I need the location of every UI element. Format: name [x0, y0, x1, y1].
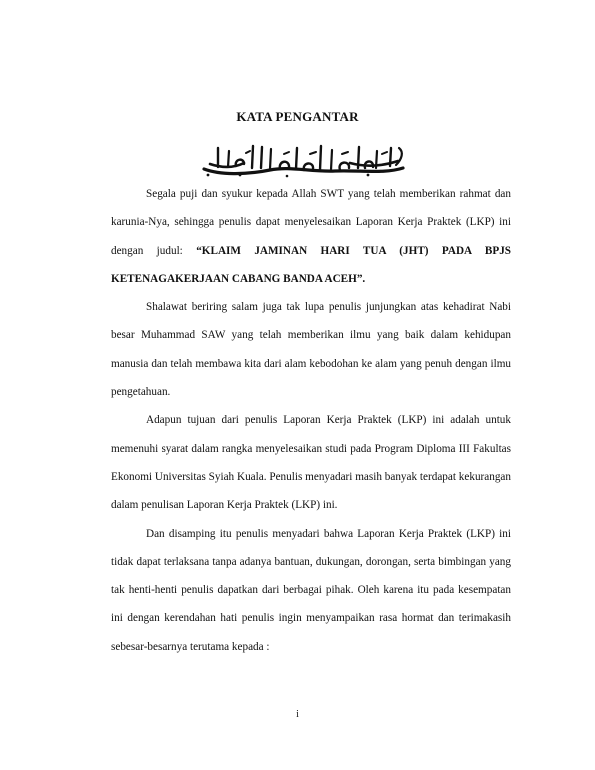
paragraph-opening — [111, 180, 511, 293]
foreword-body — [111, 180, 511, 661]
paragraph-acknowledgement: Dan disamping itu penulis menyadari bahwa Laporan Kerja Praktek (LKP) ini tidak dapat terlaksana tanpa adanya bantuan, dukungan, dorongan, serta bimbingan yang tak henti-henti penulis dapatkan dari berbagai pihak. Oleh karena itu pada kesempatan ini dengan kerendahan hati penulis ingin menyampaikan rasa hormat dan terimakasih sebesar-besarnya terutama kepada : — [111, 527, 511, 653]
paragraph-text: Segala puji dan syukur kepada Allah SWT yang telah memberikan rahmat dan karunia-Nya, sehingga penulis dapat menyelesaikan Laporan Kerja Praktek (LKP) ini dengan judul: — [111, 188, 511, 257]
paragraph-purpose: Adapun tujuan dari penulis Laporan Kerja Praktek (LKP) ini adalah untuk memenuhi syarat dalam rangka menyelesaikan studi pada Program Diploma III Fakultas Ekonomi Universitas Syiah Kuala. Penulis menyadari masih banyak terdapat kekurangan dalam penulisan Laporan Kerja Praktek (LKP) ini. — [111, 414, 511, 512]
basmala-calligraphy-image — [200, 142, 407, 178]
paragraph-shalawat: Shalawat beriring salam juga tak lupa penulis junjungkan atas kehadirat Nabi besar Muhammad SAW yang telah memberikan ilmu yang baik dalam kehidupan manusia dan telah membawa kita dari alam kebodohan ke alam yang penuh dengan ilmu pengetahuan. — [111, 301, 511, 399]
page-number: i — [296, 709, 299, 720]
page-title: KATA PENGANTAR — [236, 109, 359, 124]
report-title-emphasis: “KLAIM JAMINAN HARI TUA (JHT) PADA BPJS KETENAGAKERJAAN CABANG BANDA ACEH”. — [111, 244, 512, 285]
